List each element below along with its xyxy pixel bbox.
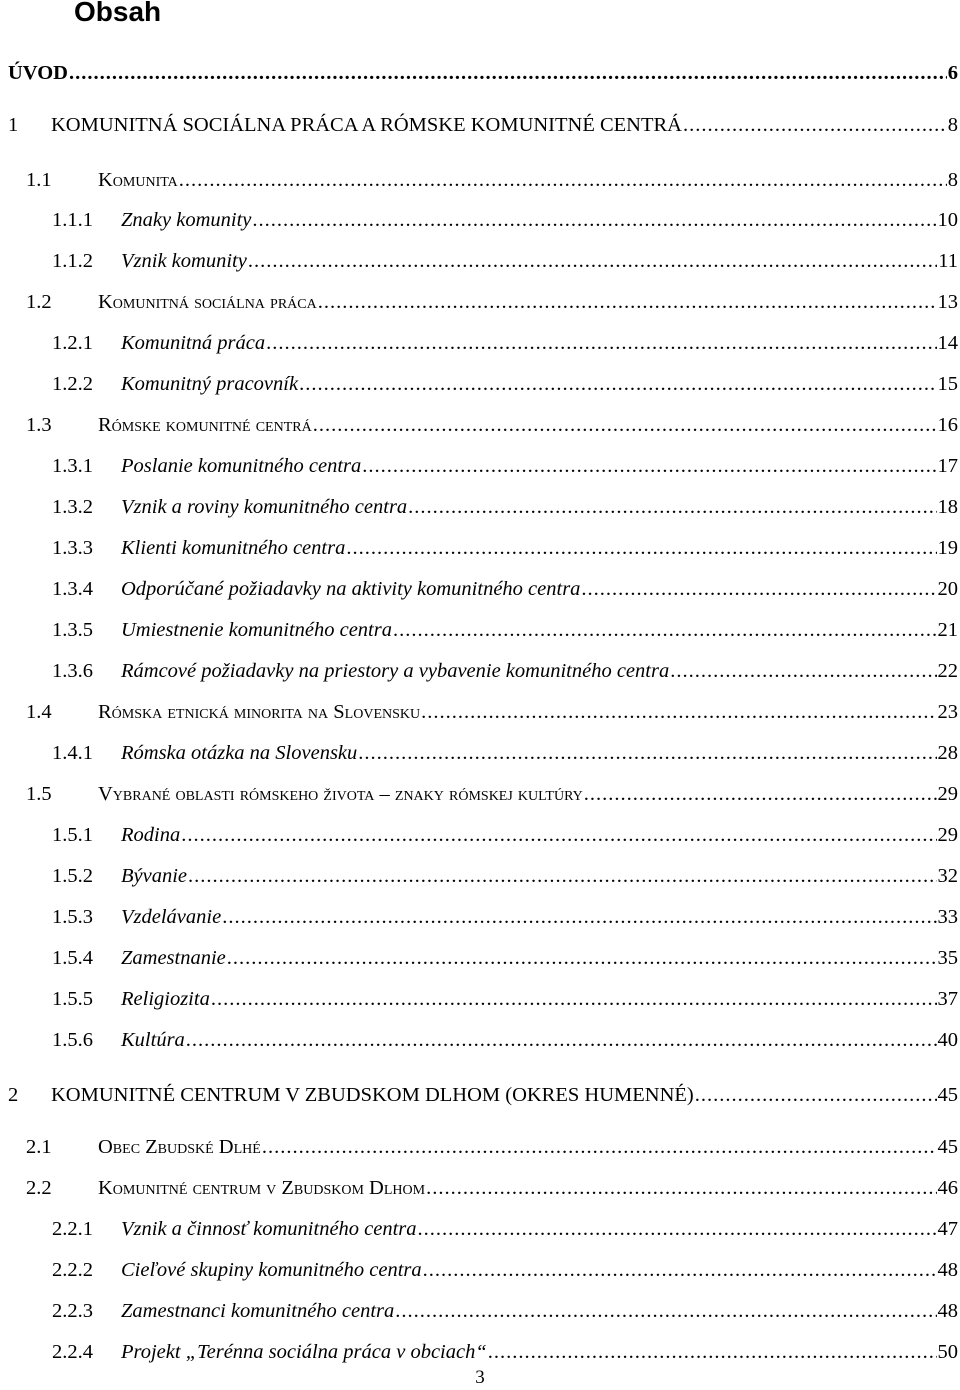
toc-entry-page: 15: [937, 373, 958, 395]
dot-leader: [179, 165, 947, 195]
dot-leader: [426, 1173, 936, 1203]
toc-entry-title: Rómska etnická minorita na Slovensku: [98, 701, 421, 723]
toc-entry-title: Kultúra: [121, 1029, 185, 1051]
toc-entry[interactable]: [0, 369, 958, 399]
dot-leader: [488, 1337, 937, 1367]
toc-entry[interactable]: [0, 1080, 958, 1110]
toc-entry-page: 29: [937, 824, 958, 846]
toc-entry-title: Znaky komunity: [121, 209, 252, 231]
toc-entry-page: 50: [937, 1341, 958, 1363]
page-title: Obsah: [74, 0, 162, 27]
toc-entry-page: 8: [947, 169, 958, 191]
toc-entry-page: 21: [937, 619, 958, 641]
toc-entry[interactable]: [0, 165, 958, 195]
toc-entry-title: Vznik komunity: [121, 250, 247, 272]
toc-entry[interactable]: [0, 492, 958, 522]
toc-entry-number: 2.2: [26, 1177, 52, 1199]
toc-entry-title: KOMUNITNÉ CENTRUM V ZBUDSKOM DLHOM (OKRES HUMENNÉ): [51, 1084, 694, 1106]
toc-entry-page: 45: [937, 1136, 958, 1158]
toc-entry-page: 16: [937, 414, 958, 436]
toc-entry-page: 19: [937, 537, 958, 559]
dot-leader: [393, 615, 937, 645]
toc-entry-title: Rámcové požiadavky na priestory a vybavenie komunitného centra: [121, 660, 670, 682]
toc-entry-number: 1: [8, 114, 19, 136]
toc-entry[interactable]: [0, 820, 958, 850]
toc-entry-page: 35: [937, 947, 958, 969]
toc-entry[interactable]: [0, 328, 958, 358]
dot-leader: [683, 110, 947, 140]
toc-entry-number: 2: [8, 1084, 19, 1106]
toc-entry-page: 11: [938, 250, 958, 272]
toc-entry-number: 1.5.4: [52, 947, 93, 969]
toc-entry-page: 13: [937, 291, 958, 313]
toc-entry-title: Religiozita: [121, 988, 210, 1010]
dot-leader: [186, 1025, 937, 1055]
toc-entry[interactable]: [0, 615, 958, 645]
toc-entry[interactable]: [0, 861, 958, 891]
dot-leader: [181, 820, 936, 850]
toc-entry-title: Obec Zbudské Dlhé: [98, 1136, 261, 1158]
toc-entry-number: 2.2.1: [52, 1218, 93, 1240]
toc-entry[interactable]: [0, 984, 958, 1014]
toc-entry-page: 46: [937, 1177, 958, 1199]
dot-leader: [211, 984, 937, 1014]
toc-entry[interactable]: [0, 1337, 958, 1367]
toc-entry[interactable]: [0, 1132, 958, 1162]
dot-leader: [418, 1214, 937, 1244]
toc-entry-title: Klienti komunitného centra: [121, 537, 346, 559]
toc-entry[interactable]: [0, 738, 958, 768]
toc-entry-number: 1.5.5: [52, 988, 93, 1010]
toc-entry-page: 28: [937, 742, 958, 764]
toc-entry[interactable]: [0, 110, 958, 140]
dot-leader: [69, 58, 947, 88]
toc-entry-number: 1.5.1: [52, 824, 93, 846]
toc-entry-title: Komunitný pracovník: [121, 373, 299, 395]
dot-leader: [188, 861, 936, 891]
toc-entry[interactable]: [0, 1025, 958, 1055]
toc-entry-page: 29: [937, 783, 958, 805]
toc-entry-page: 37: [937, 988, 958, 1010]
dot-leader: [695, 1080, 937, 1110]
toc-entry-page: 18: [937, 496, 958, 518]
toc-entry[interactable]: [0, 58, 958, 88]
dot-leader: [313, 410, 937, 440]
toc-entry-number: 1.2.1: [52, 332, 93, 354]
toc-entry-page: 8: [947, 114, 958, 136]
dot-leader: [358, 738, 936, 768]
dot-leader: [346, 533, 936, 563]
toc-entry[interactable]: [0, 574, 958, 604]
toc-entry-title: Poslanie komunitného centra: [121, 455, 362, 477]
toc-entry-title: Vzdelávanie: [121, 906, 222, 928]
dot-leader: [299, 369, 936, 399]
page-number: 3: [475, 1367, 485, 1388]
toc-entry-title: Rómske komunitné centrá: [98, 414, 312, 436]
dot-leader: [395, 1296, 936, 1326]
toc-entry[interactable]: [0, 205, 958, 235]
toc-entry-number: 2.1: [26, 1136, 52, 1158]
dot-leader: [248, 246, 937, 276]
toc-entry-number: 1.5.6: [52, 1029, 93, 1051]
toc-entry[interactable]: [0, 1214, 958, 1244]
toc-entry-page: 14: [937, 332, 958, 354]
dot-leader: [421, 697, 936, 727]
toc-entry[interactable]: [0, 656, 958, 686]
toc-entry-number: 2.2.3: [52, 1300, 93, 1322]
toc-entry-title: Vybrané oblasti rómskeho života – znaky rómskej kultúry: [98, 783, 583, 805]
toc-entry-number: 1.3.2: [52, 496, 93, 518]
toc-entry-page: 22: [937, 660, 958, 682]
toc-entry-title: Projekt „Terénna sociálna práca v obciach“: [121, 1341, 487, 1363]
toc-entry-page: 10: [937, 209, 958, 231]
dot-leader: [423, 1255, 937, 1285]
toc-entry-number: 1.3: [26, 414, 52, 436]
toc-entry-page: 6: [947, 62, 958, 84]
toc-entry-number: 1.5.3: [52, 906, 93, 928]
toc-entry-page: 32: [937, 865, 958, 887]
toc-entry-page: 47: [937, 1218, 958, 1240]
dot-leader: [584, 779, 937, 809]
toc-entry[interactable]: [0, 287, 958, 317]
toc-entry-number: 1.3.4: [52, 578, 93, 600]
toc-entry-number: 1.1.2: [52, 250, 93, 272]
toc-entry-title: Komunitné centrum v Zbudskom Dlhom: [98, 1177, 426, 1199]
toc-entry-title: Zamestnanie: [121, 947, 226, 969]
dot-leader: [670, 656, 936, 686]
dot-leader: [362, 451, 936, 481]
toc-entry-title: Komunita: [98, 169, 178, 191]
toc-entry-number: 2.2.2: [52, 1259, 93, 1281]
dot-leader: [222, 902, 936, 932]
toc-entry-title: Vznik a roviny komunitného centra: [121, 496, 408, 518]
toc-entry-page: 45: [937, 1084, 958, 1106]
dot-leader: [227, 943, 937, 973]
dot-leader: [252, 205, 936, 235]
dot-leader: [318, 287, 937, 317]
toc-entry-number: 1.1.1: [52, 209, 93, 231]
toc-entry[interactable]: [0, 779, 958, 809]
toc-entry-title: Zamestnanci komunitného centra: [121, 1300, 395, 1322]
toc-entry-number: 1.3.5: [52, 619, 93, 641]
dot-leader: [408, 492, 936, 522]
toc-entry-number: 1.2: [26, 291, 52, 313]
toc-entry-title: Bývanie: [121, 865, 188, 887]
toc-entry-number: 1.5: [26, 783, 52, 805]
toc-entry[interactable]: [0, 246, 958, 276]
toc-entry[interactable]: [0, 410, 958, 440]
toc-entry[interactable]: [0, 697, 958, 727]
toc-entry[interactable]: [0, 451, 958, 481]
toc-entry-page: 40: [937, 1029, 958, 1051]
toc-entry-page: 33: [937, 906, 958, 928]
toc-entry-number: 1.3.3: [52, 537, 93, 559]
toc-entry-title: KOMUNITNÁ SOCIÁLNA PRÁCA A RÓMSKE KOMUNITNÉ CENTRÁ: [51, 114, 682, 136]
toc-entry-number: 1.1: [26, 169, 52, 191]
toc-entry-page: 23: [937, 701, 958, 723]
toc-entry-title: Rodina: [121, 824, 181, 846]
toc-entry-title: Komunitná práca: [121, 332, 266, 354]
toc-entry-number: 1.4.1: [52, 742, 93, 764]
toc-entry-title: Odporúčané požiadavky na aktivity komunitného centra: [121, 578, 581, 600]
toc-entry-title: ÚVOD: [8, 62, 68, 84]
toc-entry-number: 1.2.2: [52, 373, 93, 395]
toc-entry[interactable]: [0, 943, 958, 973]
dot-leader: [262, 1132, 937, 1162]
toc-entry-page: 48: [937, 1259, 958, 1281]
toc-entry[interactable]: [0, 1255, 958, 1285]
toc-entry-number: 1.4: [26, 701, 52, 723]
toc-entry-number: 1.3.1: [52, 455, 93, 477]
toc-entry[interactable]: [0, 902, 958, 932]
toc-entry-number: 1.5.2: [52, 865, 93, 887]
toc-entry-title: Vznik a činnosť komunitného centra: [121, 1218, 417, 1240]
toc-entry[interactable]: [0, 1296, 958, 1326]
toc-entry[interactable]: [0, 1173, 958, 1203]
dot-leader: [581, 574, 936, 604]
toc-entry-title: Rómska otázka na Slovensku: [121, 742, 358, 764]
toc-entry-number: 1.3.6: [52, 660, 93, 682]
toc-entry-page: 48: [937, 1300, 958, 1322]
dot-leader: [266, 328, 936, 358]
toc-entry[interactable]: [0, 533, 958, 563]
toc-entry-number: 2.2.4: [52, 1341, 93, 1363]
toc-entry-title: Komunitná sociálna práca: [98, 291, 317, 313]
toc-entry-title: Cieľové skupiny komunitného centra: [121, 1259, 422, 1281]
toc-entry-page: 17: [937, 455, 958, 477]
toc-entry-title: Umiestnenie komunitného centra: [121, 619, 392, 641]
toc-entry-page: 20: [937, 578, 958, 600]
